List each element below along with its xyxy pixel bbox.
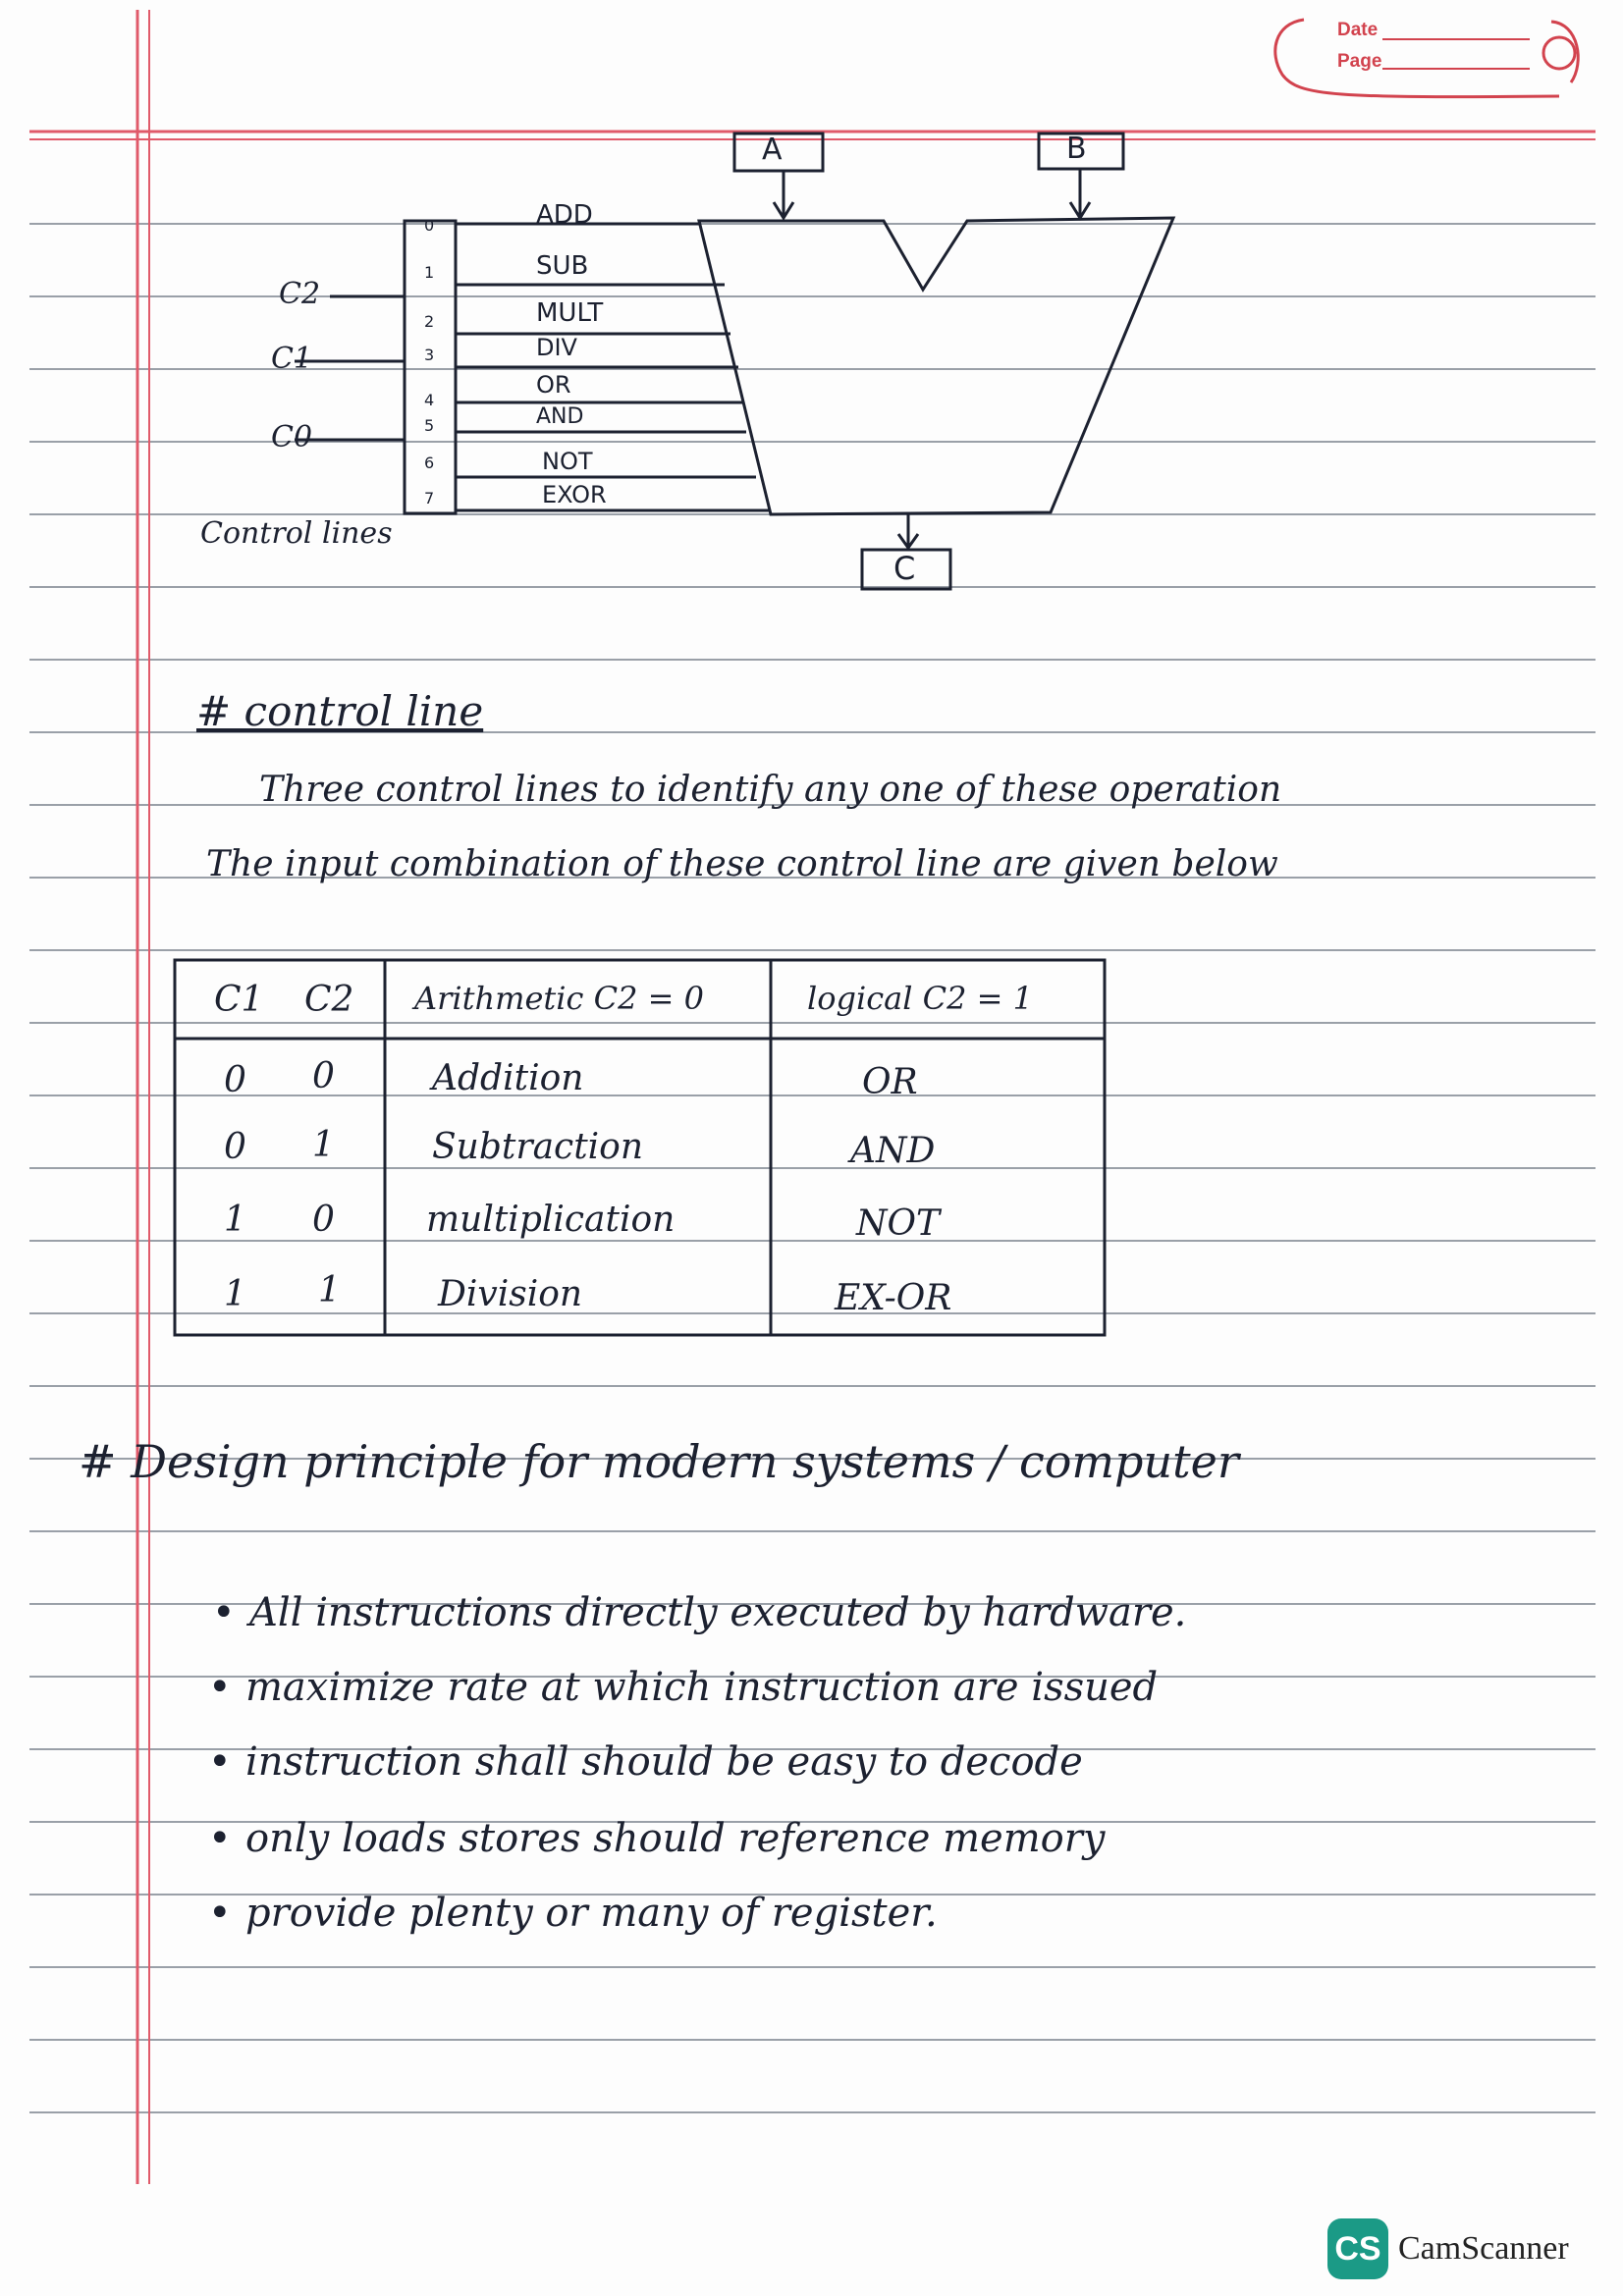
decoder-line-4: 4 bbox=[424, 391, 435, 409]
table-header-logical: logical C2 = 1 bbox=[807, 980, 1033, 1017]
decoder-line-6: 6 bbox=[424, 454, 435, 472]
design-principle-heading: # Design principle for modern systems / computer bbox=[79, 1435, 1239, 1488]
table-cell: 1 bbox=[318, 1270, 341, 1310]
date-label: Date bbox=[1337, 20, 1379, 40]
table-cell: Addition bbox=[432, 1058, 584, 1098]
table-cell: 0 bbox=[224, 1127, 246, 1167]
op-add: ADD bbox=[536, 200, 593, 230]
bullet-dot-icon: • bbox=[208, 1891, 232, 1936]
decoder-line-1: 1 bbox=[424, 263, 435, 282]
control-line-text-1: Three control lines to identify any one of these operation bbox=[259, 770, 1282, 810]
table-cell: AND bbox=[850, 1131, 936, 1171]
table-cell: OR bbox=[862, 1062, 918, 1102]
op-exor: EXOR bbox=[542, 481, 607, 508]
table-cell: 0 bbox=[224, 1060, 246, 1100]
decoder-line-5: 5 bbox=[424, 416, 435, 435]
table-cell: EX-OR bbox=[835, 1278, 952, 1318]
decoder-line-2: 2 bbox=[424, 312, 435, 331]
list-item: instruction shall should be easy to decode bbox=[245, 1739, 1083, 1785]
control-input-c1: C1 bbox=[271, 342, 313, 376]
camscanner-brand: CamScanner bbox=[1398, 2230, 1569, 2267]
input-a-label: A bbox=[762, 133, 783, 167]
table-header-c1: C1 bbox=[214, 980, 264, 1020]
table-header-c2: C2 bbox=[304, 980, 354, 1020]
decoder-line-7: 7 bbox=[424, 489, 435, 507]
control-lines-label: Control lines bbox=[200, 516, 393, 551]
table-cell: 1 bbox=[312, 1125, 335, 1165]
input-b-label: B bbox=[1066, 132, 1087, 166]
bullet-dot-icon: • bbox=[208, 1665, 232, 1710]
table-cell: Division bbox=[438, 1274, 583, 1314]
control-line-heading: # control line bbox=[196, 687, 484, 735]
output-c-label: C bbox=[893, 550, 916, 587]
table-cell: Subtraction bbox=[432, 1127, 644, 1167]
op-not: NOT bbox=[542, 448, 593, 475]
table-cell: 1 bbox=[224, 1274, 246, 1314]
table-cell: NOT bbox=[856, 1203, 941, 1244]
bullet-dot-icon: • bbox=[208, 1739, 232, 1785]
table-header-arithmetic: Arithmetic C2 = 0 bbox=[414, 980, 704, 1017]
table-cell: 0 bbox=[312, 1200, 335, 1240]
op-div: DIV bbox=[536, 334, 577, 361]
control-line-text-2: The input combination of these control line are given below bbox=[206, 844, 1278, 884]
decoder-line-3: 3 bbox=[424, 346, 435, 364]
table-cell: 1 bbox=[224, 1200, 246, 1240]
list-item: provide plenty or many of register. bbox=[245, 1891, 938, 1936]
op-sub: SUB bbox=[536, 251, 589, 281]
list-item: maximize rate at which instruction are issued bbox=[245, 1665, 1159, 1710]
list-item: only loads stores should reference memory bbox=[245, 1816, 1106, 1861]
op-mult: MULT bbox=[536, 298, 604, 328]
table-cell: 0 bbox=[312, 1056, 335, 1096]
list-item: All instructions directly executed by hardware. bbox=[249, 1590, 1187, 1635]
camscanner-logo-icon: CS bbox=[1327, 2218, 1388, 2279]
table-cell: multiplication bbox=[426, 1200, 676, 1240]
op-and: AND bbox=[536, 404, 584, 429]
bullet-dot-icon: • bbox=[212, 1590, 236, 1635]
page-label: Page bbox=[1337, 51, 1382, 72]
decoder-line-0: 0 bbox=[424, 216, 435, 235]
op-or: OR bbox=[536, 371, 571, 399]
control-input-c2: C2 bbox=[279, 277, 321, 311]
control-input-c0: C0 bbox=[271, 420, 313, 454]
bullet-dot-icon: • bbox=[208, 1816, 232, 1861]
